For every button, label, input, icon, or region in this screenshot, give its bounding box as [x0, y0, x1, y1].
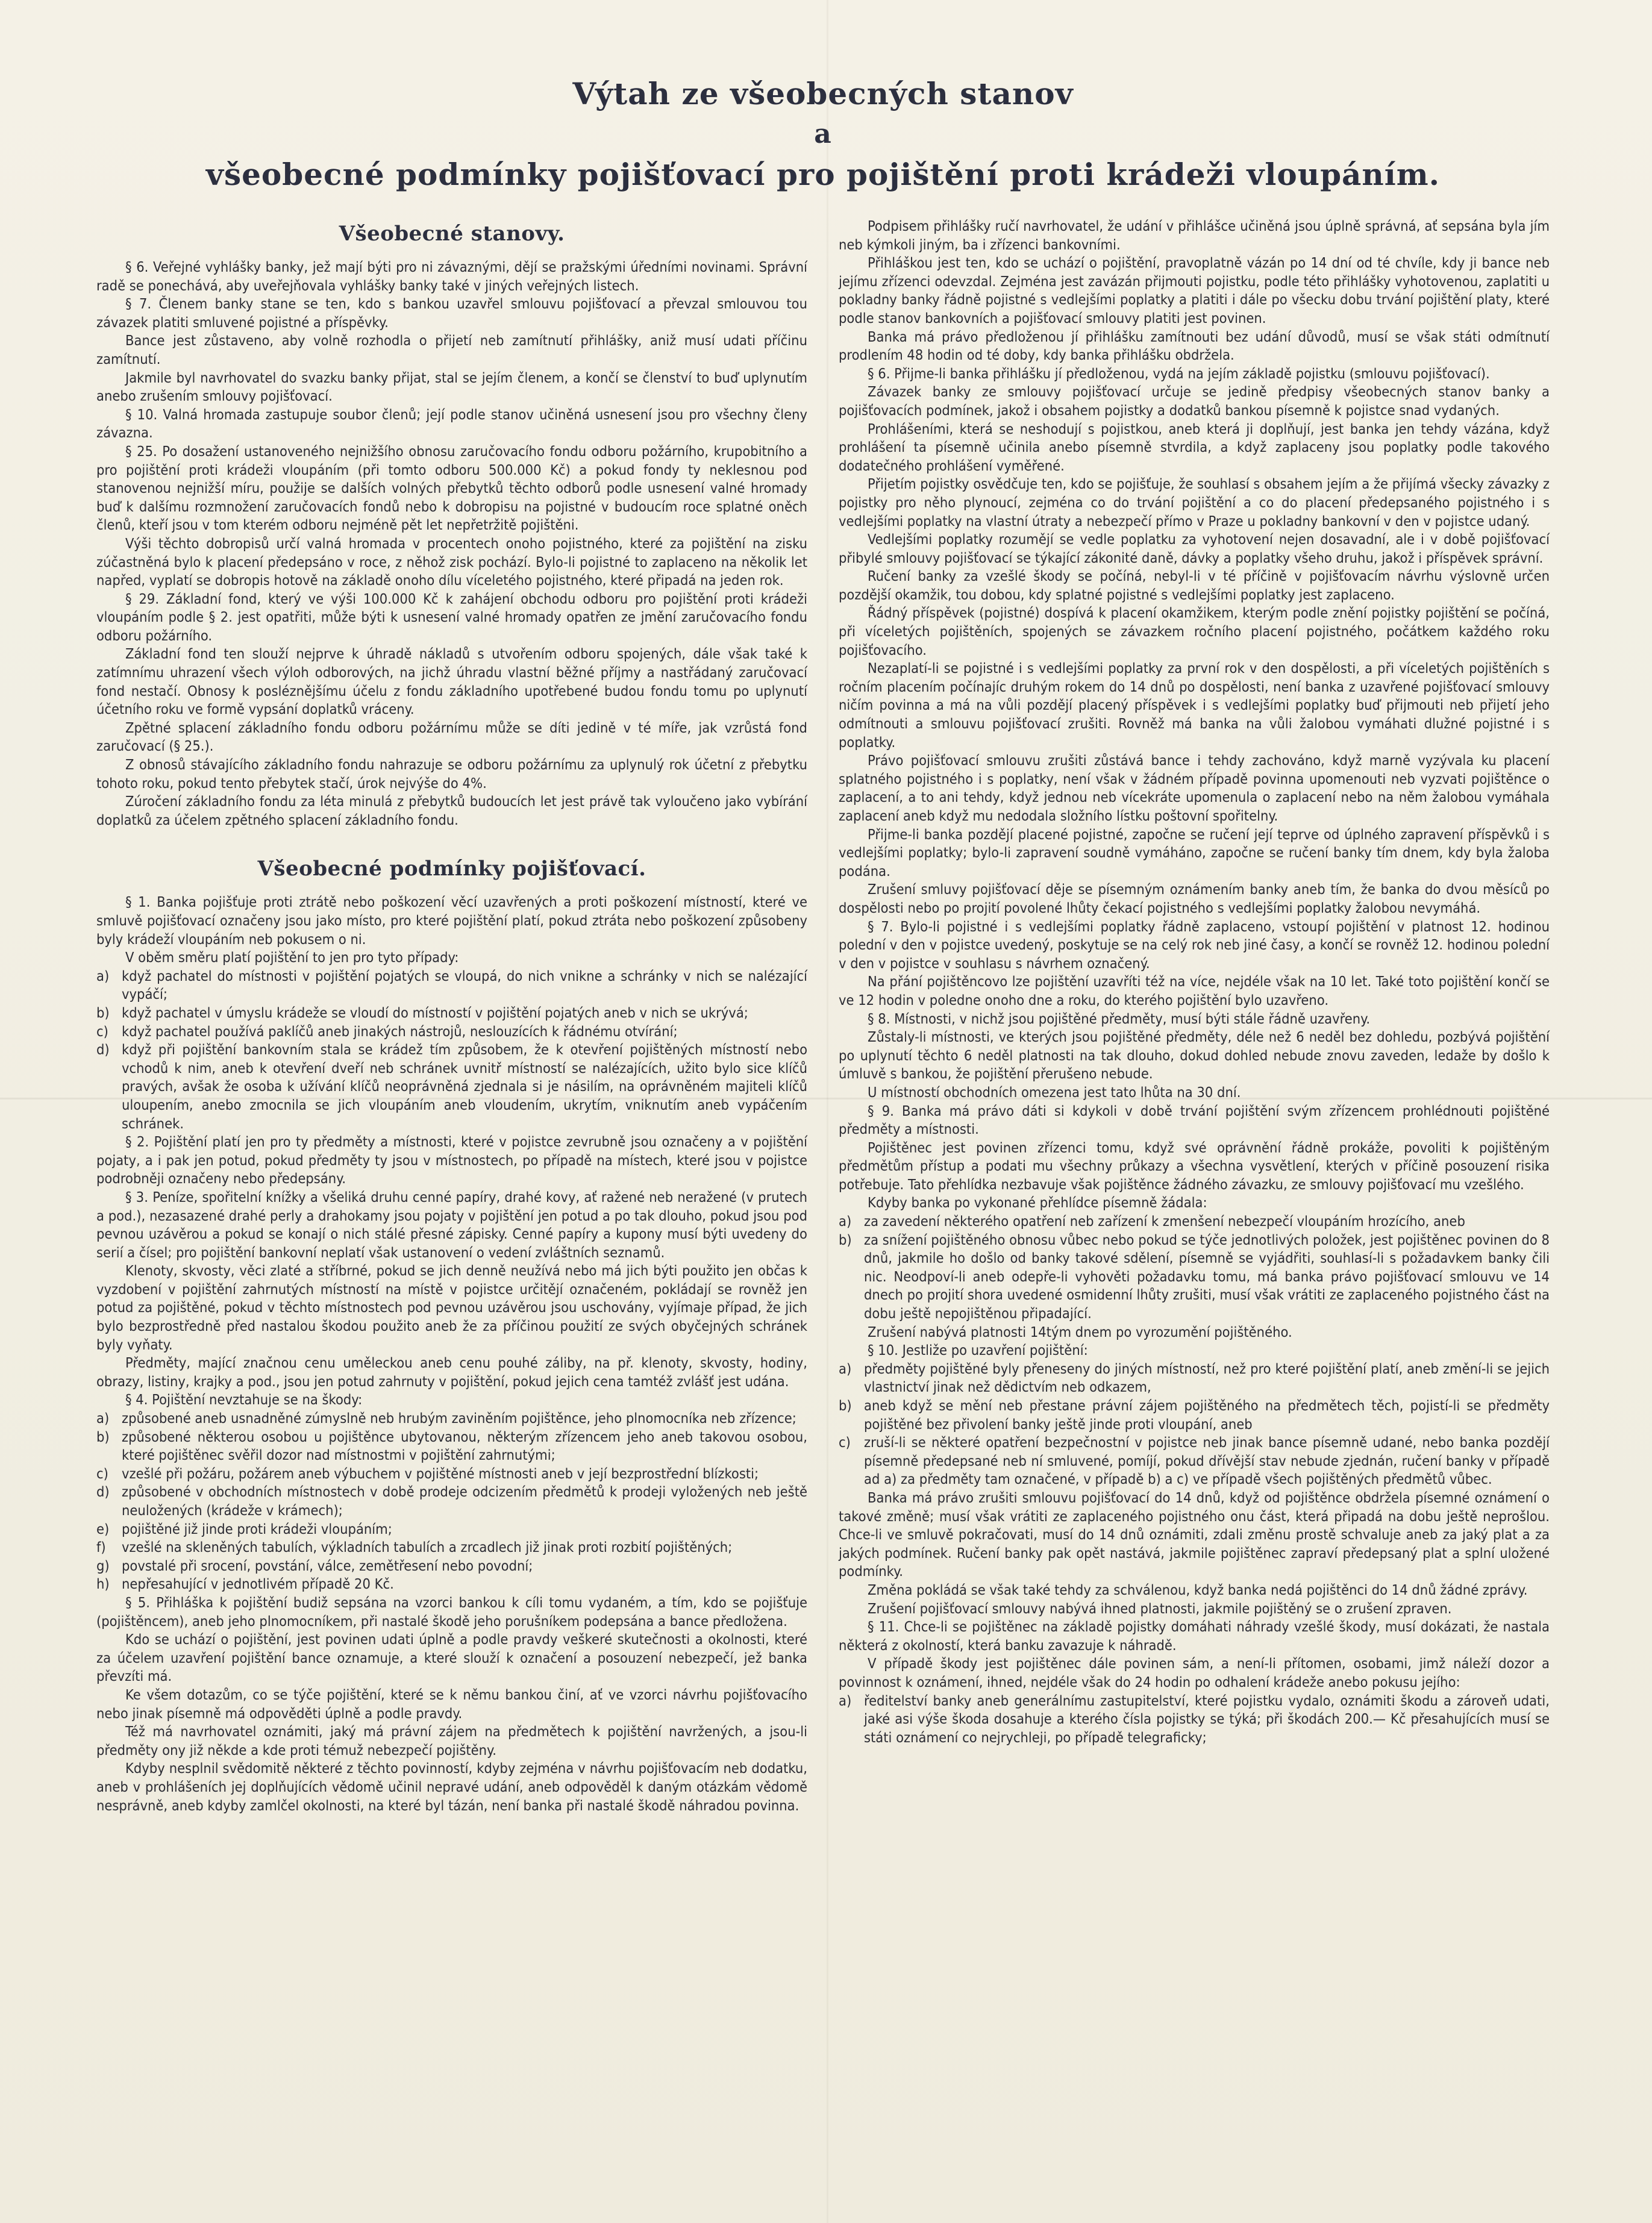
paragraph: U místností obchodních omezena jest tato lhůta na 30 dní. — [868, 1083, 1241, 1101]
list-item-label: h) — [96, 1575, 110, 1593]
paragraph: V oběm směru platí pojištění to jen pro tyto případy: — [125, 949, 459, 966]
paragraph: Z obnosů stávajícího základního fondu nahrazuje se odboru požárnímu za uplynulý rok účetní z přebytku tohoto roku, pokud tento přebytek stačí, úrok nejvýše do 4%. — [96, 756, 807, 792]
list-item-text: způsobené aneb usnadněné zúmyslně neb hrubým zaviněním pojištěnce, jeho plnomocníka neb zřízence; — [122, 1410, 796, 1427]
paragraph: Zpětné splacení základního fondu odboru požárnímu může se díti jedině v té míře, jak vzrůstá fond zaručovací (§ 25.). — [96, 719, 807, 755]
list-item-text: vzešlé na skleněných tabulích, výkladních tabulích a zrcadlech již jinak proti rozbití pojištěných; — [122, 1539, 733, 1556]
list-item-text: ředitelství banky aneb generálnímu zastupitelství, které pojistku vydalo, oznámiti škodu a zároveň udati, jaké asi výše škoda dosahuje a kterého čísla pojistky se týká; při škodách 200.— Kč přesahujících musí se státi oznámení co nejrychleji, po případě telegraficky; — [864, 1692, 1550, 1746]
paragraph: § 6. Přijme-li banka přihlášku jí předloženou, vydá na jejím základě pojistku (smlouvu pojišťovací). — [868, 364, 1490, 382]
list-item-text: když při pojištění bankovním stala se krádež tím způsobem, že k otevření pojištěných místností nebo vchodů k nim, aneb k otevření dveří neb schránek uvnitř místností se nalézajících, užito bylo sice klíčů pravých, avšak že osoba k užívání klíčů neoprávněná zjednala si je násilím, na oprávněném majiteli klíčů uloupením, anebo zmocnila se jich vloupáním aneb vloudením, ukrytím, vniknutím aneb vypáčením schránek. — [122, 1041, 807, 1132]
list-item-text: vzešlé při požáru, požárem aneb výbuchem v pojištěné místnosti aneb v její bezprostřední blízkosti; — [122, 1465, 759, 1482]
list-item-label: a) — [839, 1213, 852, 1230]
paragraph: § 2. Pojištění platí jen pro ty předměty a místnosti, které v pojistce zevrubně jsou označeny a v pojištění pojaty, a i pak jen potud, pokud předměty ty jsou v místnostech, po případě na místech, které jsou v pojistce podrobněji označeny nebo předepsány. — [96, 1133, 807, 1187]
paragraph: Základní fond ten slouží nejprve k úhradě nákladů s utvořením odboru spojených, dále však také k zatímnímu uhrazení všech výloh odborových, na jichž úhradu vlastní běžné příjmy a nastřádaný zaručovací fond nestačí. Obnosy k posléznějšímu účelu z fondu základního upotřebené budou fondu tomu po uplynutí účetního roku ve formě vypsání doplatků vráceny. — [96, 645, 807, 718]
paragraph: Pojištěnec jest povinen zřízenci tomu, když své oprávnění řádně prokáže, povoliti k pojištěným předmětům přístup a podati mu všechny průkazy a všechna vysvětlení, kterých v příčině posouzení risika potřebuje. Tato přehlídka nezbavuje však pojištěnce žádného závazku, ze smlouvy pojišťovací mu vzešlého. — [839, 1139, 1550, 1193]
paragraph: § 11. Chce-li se pojištěnec na základě pojistky domáhati náhrady vzešlé škody, musí dokázati, že nastala některá z okolností, která banku zavazuje k náhradě. — [839, 1618, 1550, 1654]
list-item-text: za zavedení některého opatření neb zařízení k zmenšení nebezpečí vloupáním hrozícího, aneb — [864, 1213, 1465, 1230]
list-item-label: c) — [96, 1022, 108, 1040]
paragraph: § 6. Veřejné vyhlášky banky, jež mají býti pro ni závaznými, dějí se pražskými úředními novinami. Správní radě se ponechává, aby uveřejňovala vyhlášky banky také v jiných veřejných listech. — [96, 258, 807, 294]
list-item-label: d) — [96, 1483, 110, 1501]
paragraph: Výši těchto dobropisů určí valná hromada v procentech onoho pojistného, které za pojištění na zisku zúčastněná bylo k placení předepsáno v roce, z něhož zisk pochází. Bylo-li pojistné to zaplaceno na několik let napřed, vyplatí se dobropis hotově na základě onoho dílu víceletého pojistného, které připadá na jeden rok. — [96, 534, 807, 589]
list-item-label: f) — [96, 1539, 106, 1556]
list-item-text: předměty pojištěné byly přeneseny do jiných místností, než pro které pojištění platí, aneb změní-li se jejich vlastnictví jinak než dědictvím neb odkazem, — [864, 1360, 1550, 1396]
paragraph: Kdo se uchází o pojištění, jest povinen udati úplně a podle pravdy veškeré skutečnosti a okolnosti, které za účelem uzavření pojištění bance oznamuje, a které slouží k označení a posouzení nebezpečí, jež banka převzíti má. — [96, 1631, 807, 1685]
paragraph: § 10. Jestliže po uzavření pojištění: — [868, 1342, 1088, 1359]
text-columns — [96, 217, 1550, 1815]
list-item-label: b) — [96, 1004, 110, 1021]
paragraph: Předměty, mající značnou cenu uměleckou aneb cenu pouhé záliby, na př. klenoty, skvosty, hodiny, obrazy, listiny, krajky a pod., jsou jen potud zahrnuty v pojištění, pokud jejich cena tamtéž zvlášť jest udána. — [96, 1354, 807, 1390]
paragraph: Závazek banky ze smlouvy pojišťovací určuje se jedině předpisy všeobecných stanov banky a pojišťovacích podmínek, jakož i obsahem pojistky a dodatků bankou písemně k pojistce snad vydaných. — [839, 383, 1550, 419]
list-item — [96, 1520, 807, 1539]
paragraph: Klenoty, skvosty, věci zlaté a stříbrné, pokud se jich denně neužívá nebo má jich býti použito jen občas k vyzdobení v pojištění zahrnutých místností na místě v pojistce určitějí označeném, pokládají se rovněž jen potud za pojištěné, pokud v těchto místnostech pod pevnou uzávěrou jsou uschovány, vyjímaje případ, že jich bylo bezprostředně před nastalou škodou použito aneb že za příčinou použití ze svých obyčejných schránek byly vyňaty. — [96, 1262, 807, 1353]
list-item-text: zruší-li se některé opatření bezpečnostní v pojistce neb jinak bance písemně udané, nebo banka pozdějí písemně předepsané neb ní smluvené, pomíjí, pokud dřívější stav nebude zjednán, ručení banky v případě ad a) za předměty tam označené, v případě b) a c) ve případě všech pojištěných předmětů vůbec. — [864, 1434, 1550, 1488]
paragraph: Ke všem dotazům, co se týče pojištění, které se k němu bankou činí, ať ve vzorci návrhu pojišťovacího nebo jinak písemně má odpověděti úplně a podle pravdy. — [96, 1686, 807, 1722]
inspection-requests-list — [839, 1212, 1550, 1323]
paragraph: Vedlejšími poplatky rozumějí se vedle poplatku za vyhotovení nejen dosavadní, ale i v době pojišťovací přibylé smlouvy pojišťovací se týkající zákonité daně, dávky a poplatky všeho druhu, jakož i příspěvek správní. — [839, 531, 1550, 566]
list-item — [96, 1409, 807, 1428]
list-item — [96, 1575, 807, 1593]
paragraph: Banka má právo předloženou jí přihlášku zamítnouti bez udání důvodů, musí se však státi odmítnutí prodlením 48 hodin od té doby, kdy banka přihlášku obdržela. — [839, 328, 1550, 364]
exclusions-list — [96, 1409, 807, 1593]
paragraph: Zůstaly-li místnosti, ve kterých jsou pojištěné předměty, déle než 6 neděl bez dohledu, pozbývá pojištění po uplynutí těchto 6 neděl platnosti na tak dlouho, dokud dohled nebude znovu zaveden, ledaže by došlo k úmluvě s bankou, že pojištění přerušeno nebude. — [839, 1028, 1550, 1083]
paragraph: Přijetím pojistky osvědčuje ten, kdo se pojišťuje, že souhlasí s obsahem jejím a že přijímá všecky závazky z pojistky pro něho plynoucí, zejména co do trvání pojištění a co do placení předepsaného pojistného i s vedlejšími poplatky na vlastní útraty a nebezpečí přímo v Praze u pokladny bankovní v den v pojistce udaný. — [839, 475, 1550, 530]
left-column — [96, 217, 807, 1815]
paragraph: § 7. Bylo-li pojistné i s vedlejšími poplatky řádně zaplaceno, vstoupí pojištění v platnost 12. hodinou polední v den v pojistce uvedený, poskytuje se na celý rok neb jiné časy, a končí se rovněž 12. hodinou polední v den v pojistce v souhlasu s návrhem označený. — [839, 918, 1550, 972]
paragraph: Na přání pojištěncovo lze pojištění uzavříti též na více, nejdéle však na 10 let. Také toto pojištění končí se ve 12 hodin v poledne onoho dne a roku, do kterého pojištění bylo uzavřeno. — [839, 973, 1550, 1008]
list-item-text: za snížení pojištěného obnosu vůbec nebo pokud se týče jednotlivých položek, jest pojištěnec povinen do 8 dnů, jakmile ho došlo od banky takové sdělení, písemně se vyjádřiti, souhlasí-li s požadavkem banky čili nic. Neodpoví-li aneb odepře-li vyhověti požadavku tomu, má banka právo pojišťovací smlouvu ve 14 dnech po projití shora uvedené osmidenní lhůty zrušiti, musí však vrátiti ze zaplaceného pojistného část na dobu ještě nepojištěnou připadající. — [864, 1231, 1550, 1322]
list-item — [96, 1557, 807, 1575]
damage-report-list — [839, 1692, 1550, 1747]
list-item-text: nepřesahující v jednotlivém případě 20 Kč. — [122, 1575, 394, 1593]
list-item — [839, 1692, 1550, 1747]
list-item-label: b) — [96, 1428, 110, 1445]
list-item-text: pojištěné již jinde proti krádeži vloupáním; — [122, 1520, 392, 1537]
paragraph: Právo pojišťovací smlouvu zrušiti zůstává bance i tehdy zachováno, když marně vyzývala ku placení splatného pojistného i s poplatky, není však v žádném případě povinna upomenouti neb vyzvati pojištěnce o zaplacení, a to ani tehdy, když jednou neb vícekráte upomenula o zaplacení nebo na něm žalobou vymáhala zaplacení aneb když mu nedodala složního lístku poštovní spořitelny. — [839, 752, 1550, 824]
paragraph: Podpisem přihlášky ručí navrhovatel, že udání v přihlášce učiněná jsou úplně správná, ať sepsána byla jím neb kýmkoli jiným, ba i zřízenci bankovními. — [839, 217, 1550, 253]
paragraph: Zúročení základního fondu za léta minulá z přebytků budoucích let jest právě tak vyloučeno jako vybírání doplatků za účelem zpětného splacení základního fondu. — [96, 793, 807, 828]
paragraph: § 3. Peníze, spořitelní knížky a všeliká druhu cenné papíry, drahé kovy, ať ražené neb neražené (v prutech a pod.), nezasazené drahé perly a drahokamy jsou pojaty v pojištění jen potud a po tak dlouho, pokud jsou pod pevnou uzávěrou a pokud se konají o nich stálé přesné zápisky. Cenné papíry a kupony musí býti uvedeny do serií a čísel; pro pojištění bankovní neplatí však ustanovení o vedení zvláštních seznamů. — [96, 1188, 807, 1261]
list-item — [96, 1538, 807, 1557]
list-item-label: a) — [96, 1410, 110, 1427]
paragraph: Též má navrhovatel oznámiti, jaký má právní zájem na předmětech k pojištění navržených, a jsou-li předměty ony již někde a kde proti témuž nebezpečí pojištěny. — [96, 1723, 807, 1759]
changes-list — [839, 1360, 1550, 1489]
list-item-label: c) — [96, 1465, 108, 1482]
list-item-label: g) — [96, 1557, 110, 1574]
right-paragraphs-3 — [839, 1489, 1550, 1692]
paragraph: Zrušení smluvy pojišťovací děje se písemným oznámením banky aneb tím, že banka do dvou měsíců po dospělosti nebo po projití povolené lhůty čekací pojistného s vedlejšími poplatky žalobou nevymáhá. — [839, 881, 1550, 916]
section-title-stanovy: Všeobecné stanovy. — [339, 222, 565, 246]
document-header — [96, 72, 1550, 196]
list-item — [96, 967, 807, 1004]
paragraph: Nezaplatí-li se pojistné i s vedlejšími poplatky za první rok v den dospělosti, a při víceletých pojištěních s ročním placením počínajíc druhým rokem do 14 dnů po dospělosti, není banka z uzavřené pojišťovací smlouvy ničím povinna a má na vůli pozdějí placený příspěvek i s vedlejšími poplatky buď přijmouti neb přijetí jeho odmítnouti a smlouvu pojišťovací zrušiti. Rovněž má banka na vůli žalobou vymáhati dlužné pojistné i s poplatky. — [839, 660, 1550, 751]
podminky-intro — [96, 893, 807, 966]
list-item-text: když pachatel používá paklíčů aneb jinakých nástrojů, neslouzících k řádnému otvírání; — [122, 1022, 678, 1040]
list-item-text: povstalé při srocení, povstání, válce, zemětřesení nebo povodní; — [122, 1557, 533, 1574]
list-item — [839, 1433, 1550, 1489]
paragraph: § 7. Členem banky stane se ten, kdo s bankou uzavřel smlouvu pojišťovací a převzal smlouvou tou závazek platiti smluvené pojistné a příspěvky. — [96, 295, 807, 331]
list-item-label: e) — [96, 1520, 110, 1537]
list-item-label: a) — [839, 1692, 852, 1709]
paragraph: § 1. Banka pojišťuje proti ztrátě nebo poškození věcí uzavřených a proti poškození místností, které ve smluvě pojišťovací označeny jsou jako místo, pro které pojištění platí, pokud ztráta nebo poškození způsobeny byly krádeží vloupáním neb pokusem o ni. — [96, 893, 807, 948]
right-paragraphs-1 — [839, 217, 1550, 1212]
paragraph: § 9. Banka má právo dáti si kdykoli v době trvání pojištění svým zřízencem prohlédnouti pojištěné předměty a místnosti. — [839, 1102, 1550, 1138]
list-item — [96, 1004, 807, 1022]
title-line-1: Výtah ze všeobecných stanov — [572, 76, 1074, 111]
stanovy-paragraphs — [96, 258, 807, 829]
list-item — [839, 1396, 1550, 1433]
paragraph: Ručení banky za vzešlé škody se počíná, nebyl-li v té příčině v pojišťovacím návrhu výslovně určen pozdější okamžik, tou dobou, kdy splatné pojistné s vedlejšími poplatky jest zaplaceno. — [839, 567, 1550, 603]
paragraph: Přijme-li banka pozdějí placené pojistné, započne se ručení její teprve od úplného zapravení příspěvků i s vedlejšími poplatky; bylo-li zapravení soudně vymáháno, započne se ručení banky tím dnem, kdy byla žaloba podána. — [839, 825, 1550, 880]
paragraph: Prohlášeními, která se neshodují s pojistkou, aneb která ji doplňují, jest banka jen tehdy vázána, když prohlášení ta písemně učinila anebo písemně stvrdila, a když zaplaceny jsou poplatky podle takového dodatečného prohlášení vyměřené. — [839, 420, 1550, 474]
paragraph: Řádný příspěvek (pojistné) dospívá k placení okamžikem, kterým podle znění pojistky pojištění se počíná, při víceletých pojištěních, spojených se závazkem ročního placení pojistného, počátkem každého roku pojišťovacího. — [839, 604, 1550, 658]
list-item-label: b) — [839, 1397, 852, 1414]
paper-fold-vertical — [827, 0, 828, 2223]
list-item-text: způsobené v obchodních místnostech v době prodeje odcizením předmětů k prodeji vyložených neb ještě neuložených (krádeže v krámech); — [122, 1483, 807, 1519]
section-title-podminky: Všeobecné podmínky pojišťovací. — [257, 857, 646, 881]
list-item-label: b) — [839, 1231, 852, 1248]
title-line-3: všeobecné podmínky pojišťovací pro pojištění proti krádeži vloupáním. — [205, 157, 1441, 192]
list-item-text: způsobené některou osobou u pojištěnce ubytovanou, některým zřízencem jeho aneb takovou osobou, které pojištěnec svěřil dozor nad místnostmi v pojištění zahrnutými; — [122, 1428, 807, 1464]
paragraph: § 29. Základní fond, který ve výši 100.000 Kč k zahájení obchodu odboru pro pojištění proti krádeži vloupáním podle § 2. jest opatřiti, může býti k usnesení valné hromady opatřen ze jmění zaručovacího fondu odboru požárního. — [96, 590, 807, 644]
paragraph: § 10. Valná hromada zastupuje soubor členů; její podle stanov učiněná usnesení jsou pro všechny členy závazna. — [96, 405, 807, 442]
paragraph: § 25. Po dosažení ustanoveného nejnižšího obnosu zaručovacího fondu odboru požárního, krupobitního a pro pojištění proti krádeži vloupáním (při tomto odboru 500.000 Kč) a pokud fondy ty neklesnou pod stanovenou nejnižší míru, použije se dalších volných přebytků těchto odborů podle usnesení valné hromady buď k dalšímu rozmnožení zaručovacích fondů nebo k dobropisu na pojistné v budoucím roce splatné oněch členů, kteří jsou v tom kterém odboru nejméně pět let nepřetržitě pojištěni. — [96, 442, 807, 534]
paragraph: Banka má právo zrušiti smlouvu pojišťovací do 14 dnů, když od pojištěnce obdržela písemné oznámení o takové změně; musí však vrátiti ze zaplaceného pojistného onu část, která připadá na dobu ještě neprošlou. Chce-li ve smluvě pokračovati, musí do 14 dnů oznámiti, zdali změnu prostě schvaluje aneb za jaký plat a za jakých podmínek. Ručení banky pak opět nastává, jakmile pojištěnec zapraví předepsaný plat a splní uložené podmínky. — [839, 1489, 1550, 1580]
list-item-label: d) — [96, 1041, 110, 1058]
list-item — [96, 1483, 807, 1519]
list-item — [839, 1231, 1550, 1323]
paragraph: § 5. Přihláška k pojištění budiž sepsána na vzorci bankou k cíli tomu vydaném, a tím, kdo se pojišťuje (pojištěncem), aneb jeho plnomocníkem, při nastalé škodě jeho porušníkem podepsána a bance předložena. — [96, 1593, 807, 1630]
paragraph: Zrušení nabývá platnosti 14tým dnem po vyrozumění pojištěného. — [868, 1323, 1292, 1340]
list-item-text: když pachatel v úmyslu krádeže se vloudí do místností v pojištění pojatých aneb v nich se ukrývá; — [122, 1004, 748, 1021]
list-item-label: a) — [839, 1360, 852, 1377]
right-paragraphs-2 — [839, 1323, 1550, 1360]
paragraph: Přihláškou jest ten, kdo se uchází o pojištění, pravoplatně vázán po 14 dní od té chvíle, kdy ji bance neb jejímu zřízenci odevzdal. Zejména jest zavázán přijmouti pojistku, podle této přihlášky vyhotovenou, zaplatiti u pokladny banky řádně pojistné s vedlejšími poplatky a platiti i dále po všecku dobu trvání pojištění platy, které podle stanov bankovních a pojišťovací smlouvy platiti jest povinen. — [839, 254, 1550, 327]
list-item-label: a) — [96, 967, 110, 984]
list-item — [839, 1212, 1550, 1231]
list-item — [96, 1040, 807, 1133]
paragraph: § 4. Pojištění nevztahuje se na škody: — [125, 1391, 363, 1409]
right-column — [839, 217, 1550, 1815]
list-item — [96, 1428, 807, 1465]
paragraph: Jakmile byl navrhovatel do svazku banky přijat, stal se jejím členem, a končí se členství to buď uplynutím anebo zrušením smlouvy pojišťovací. — [96, 369, 807, 405]
podminky-paragraphs-3 — [96, 1593, 807, 1815]
list-item — [96, 1465, 807, 1483]
paragraph: Bance jest zůstaveno, aby volně rozhodla o přijetí neb zamítnutí přihlášky, aniž musí udati příčinu zamítnutí. — [96, 332, 807, 367]
paragraph: Kdyby banka po vykonané přehlídce písemně žádala: — [868, 1194, 1207, 1212]
list-item — [839, 1360, 1550, 1396]
list-item-text: aneb když se mění neb přestane právní zájem pojištěného na předmětech těch, pojistí-li se předměty pojištěné bez přivolení banky ještě jinde proti vloupání, aneb — [864, 1397, 1550, 1433]
paragraph: Změna pokládá se však také tehdy za schválenou, když banka nedá pojištěnci do 14 dnů žádné zprávy. — [868, 1581, 1528, 1598]
paragraph: § 8. Místnosti, v nichž jsou pojištěné předměty, musí býti stále řádně uzavřeny. — [868, 1010, 1371, 1027]
podminky-paragraphs-2 — [96, 1133, 807, 1409]
list-item-label: c) — [839, 1434, 851, 1451]
paragraph: Zrušení pojišťovací smlouvy nabývá ihned platnosti, jakmile pojištěný se o zrušení zpraven. — [868, 1599, 1452, 1617]
paragraph: V případě škody jest pojištěnec dále povinen sám, a není-li přítomen, osobami, jimž náleží dozor a povinnost k oznámení, ihned, nejdéle však do 24 hodin po odhalení krádeže anebo pokusu jejího: — [839, 1655, 1550, 1690]
title-line-2: a — [814, 119, 832, 149]
list-item-text: když pachatel do místnosti v pojištění pojatých se vloupá, do nich vnikne a schránky v nich se nalézající vypáčí; — [122, 967, 807, 1003]
list-item — [96, 1022, 807, 1041]
cases-list — [96, 967, 807, 1133]
paragraph: Kdyby nesplnil svědomitě některé z těchto povinností, kdyby zejména v návrhu pojišťovacím neb dodatku, aneb v prohlášeních jej doplňujících vědomě učinil nepravé udání, aneb odpověděl k daným otázkám vědomě nesprávně, aneb kdyby zamlčel okolnosti, na které byl tázán, není banka při nastalé škodě náhradou povinna. — [96, 1760, 807, 1814]
